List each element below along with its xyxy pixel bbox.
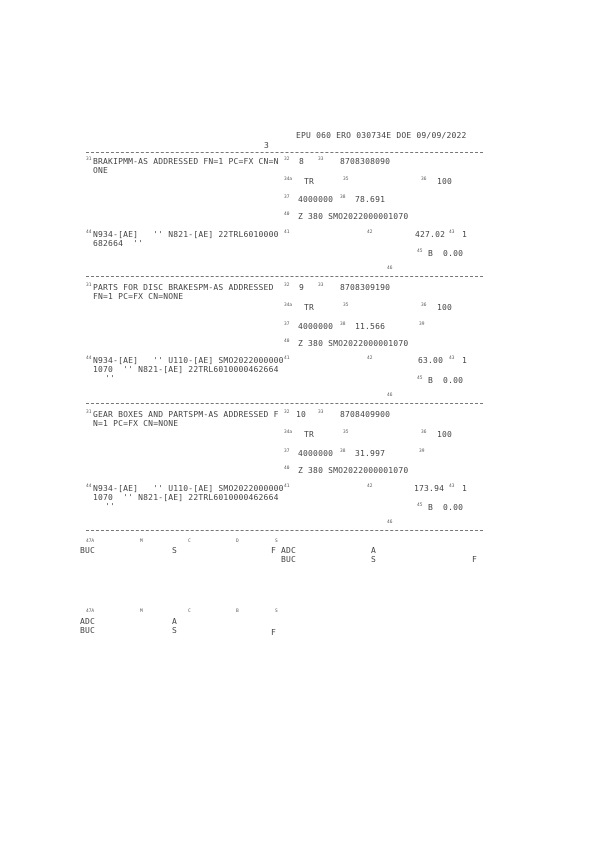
country-value: TR: [304, 430, 315, 439]
field-label: 40: [284, 466, 290, 471]
commodity-code: 8708308090: [340, 157, 391, 166]
procedure-value: 4000000: [298, 322, 334, 331]
item-description-cont: FN=1 PC=FX CN=NONE: [93, 292, 184, 301]
field-label: 37: [284, 322, 290, 327]
additional-info: N934-[AE] '' N821-[AE] 22TRL6010000: [93, 230, 279, 239]
summary-value: F: [271, 628, 277, 637]
additional-info-cont: 1070 '' N821-[AE] 22TRL6010000462664: [93, 493, 279, 502]
summary-label: S: [275, 609, 278, 614]
summary-value: S: [172, 626, 178, 635]
summary-value: BUC: [80, 626, 96, 635]
qty-value: 8: [299, 157, 305, 166]
summary-value: S: [172, 546, 178, 555]
summary-label: C: [188, 539, 191, 544]
summary-value: S: [371, 555, 377, 564]
summary-value: BUC: [80, 546, 96, 555]
commodity-code: 8708409900: [340, 410, 391, 419]
item-description-cont: ONE: [93, 166, 109, 175]
field-label: 35: [343, 177, 349, 182]
qty-label: 32: [284, 283, 290, 288]
summary-label: M: [140, 609, 143, 614]
item-price: 427.02: [415, 230, 446, 239]
field-label: 44: [86, 356, 92, 361]
item-price: 173.94: [414, 484, 445, 493]
preference-value: 100: [437, 430, 453, 439]
procedure-value: 4000000: [298, 195, 334, 204]
field-label: 36: [421, 177, 427, 182]
item-code-label: 31: [86, 410, 92, 415]
net-mass-value: 31.997: [355, 449, 386, 458]
summary-value: ADC: [281, 546, 297, 555]
header-reference: EPU 060 ERO 030734E DOE 09/09/2022: [296, 131, 467, 140]
item-code-label: 31: [86, 283, 92, 288]
field-label: 43: [449, 230, 455, 235]
qty-value: 10: [296, 410, 307, 419]
summary-value: F: [271, 546, 277, 555]
country-value: TR: [304, 177, 315, 186]
additional-info-cont: 682664 '': [93, 239, 144, 248]
field-label: 46: [387, 393, 393, 398]
page-number: 3: [264, 141, 270, 150]
field-label: 35: [343, 430, 349, 435]
procedure-value: 4000000: [298, 449, 334, 458]
preference-value: 100: [437, 303, 453, 312]
summary-label: B: [236, 609, 239, 614]
preference-value: 100: [437, 177, 453, 186]
field-label: 38: [340, 195, 346, 200]
field-label: 37: [284, 195, 290, 200]
divider: [86, 152, 483, 153]
item-price: 63.00: [418, 356, 444, 365]
summary-label: 47A: [86, 609, 95, 614]
country-value: TR: [304, 303, 315, 312]
field-label: 37: [284, 449, 290, 454]
additional-info-cont: '': [105, 502, 116, 511]
field-label: 40: [284, 212, 290, 217]
summary-value: A: [371, 546, 377, 555]
field-label: 36: [421, 303, 427, 308]
item-description: BRAKIPMM-AS ADDRESSED FN=1 PC=FX CN=N: [93, 157, 279, 166]
commodity-label: 33: [318, 157, 324, 162]
method-value: 1: [462, 356, 468, 365]
additional-info: N934-[AE] '' U110-[AE] SMO2022000000: [93, 484, 284, 493]
adjustment-value: B 0.00: [428, 249, 464, 258]
commodity-code: 8708309190: [340, 283, 391, 292]
field-label: 38: [340, 449, 346, 454]
field-label: 45: [417, 249, 423, 254]
field-label: 41: [284, 230, 290, 235]
field-label: 42: [367, 356, 373, 361]
divider: [86, 403, 483, 404]
field-label: 41: [284, 356, 290, 361]
field-label: 45: [417, 376, 423, 381]
adjustment-value: B 0.00: [428, 503, 464, 512]
summary-label: D: [236, 539, 239, 544]
qty-label: 32: [284, 410, 290, 415]
summary-value: F: [472, 555, 478, 564]
previous-document: Z 380 SMO2022000001070: [298, 466, 409, 475]
field-label: 39: [419, 322, 425, 327]
commodity-label: 33: [318, 410, 324, 415]
field-label: 44: [86, 230, 92, 235]
commodity-label: 33: [318, 283, 324, 288]
adjustment-value: B 0.00: [428, 376, 464, 385]
net-mass-value: 11.566: [355, 322, 386, 331]
field-label: 43: [449, 484, 455, 489]
item-description: GEAR BOXES AND PARTSPM-AS ADDRESSED F: [93, 410, 279, 419]
previous-document: Z 380 SMO2022000001070: [298, 339, 409, 348]
method-value: 1: [462, 484, 468, 493]
divider: [86, 276, 483, 277]
divider: [86, 530, 483, 531]
previous-document: Z 380 SMO2022000001070: [298, 212, 409, 221]
additional-info-cont: 1070 '' N821-[AE] 22TRL6010000462664: [93, 365, 279, 374]
field-label: 34a: [284, 177, 293, 182]
field-label: 42: [367, 484, 373, 489]
summary-value: A: [172, 617, 178, 626]
field-label: 34a: [284, 303, 293, 308]
summary-label: M: [140, 539, 143, 544]
additional-info: N934-[AE] '' U110-[AE] SMO2022000000: [93, 356, 284, 365]
summary-value: BUC: [281, 555, 297, 564]
net-mass-value: 78.691: [355, 195, 386, 204]
summary-label: S: [275, 539, 278, 544]
qty-value: 9: [299, 283, 305, 292]
method-value: 1: [462, 230, 468, 239]
field-label: 46: [387, 266, 393, 271]
additional-info-cont: '': [105, 374, 116, 383]
field-label: 40: [284, 339, 290, 344]
field-label: 41: [284, 484, 290, 489]
field-label: 39: [419, 449, 425, 454]
field-label: 34a: [284, 430, 293, 435]
summary-value: ADC: [80, 617, 96, 626]
field-label: 44: [86, 484, 92, 489]
field-label: 45: [417, 503, 423, 508]
item-description: PARTS FOR DISC BRAKESPM-AS ADDRESSED: [93, 283, 274, 292]
field-label: 36: [421, 430, 427, 435]
item-description-cont: N=1 PC=FX CN=NONE: [93, 419, 179, 428]
summary-label: 47A: [86, 539, 95, 544]
field-label: 38: [340, 322, 346, 327]
field-label: 35: [343, 303, 349, 308]
field-label: 46: [387, 520, 393, 525]
qty-label: 32: [284, 157, 290, 162]
summary-label: C: [188, 609, 191, 614]
field-label: 43: [449, 356, 455, 361]
item-code-label: 31: [86, 157, 92, 162]
field-label: 42: [367, 230, 373, 235]
